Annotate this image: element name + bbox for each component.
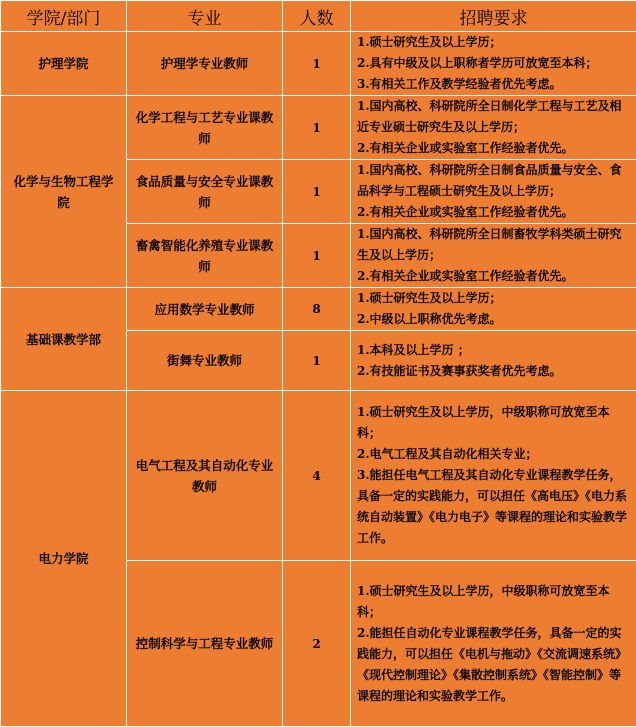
requirement-line: 2.具有中级及以上职称者学历可放宽至本科； xyxy=(357,53,632,74)
college-cell: 电力学院 xyxy=(1,391,127,727)
requirement-line: 3.能担任电气工程及其自动化专业课程教学任务，具备一定的实践能力，可以担任《高电压》《电力系统自动装置》《电力电子》等课程的理论和实验教学工作。 xyxy=(357,465,632,549)
college-cell: 基础课教学部 xyxy=(1,288,127,391)
requirements-cell xyxy=(351,160,636,224)
requirement-line: 1.硕士研究生及以上学历，中级职称可放宽至本科； xyxy=(357,402,632,444)
requirement-line: 3.有相关工作及教学经验者优先考虑。 xyxy=(357,74,632,95)
header-row xyxy=(1,1,636,32)
requirements-cell xyxy=(351,32,636,96)
requirements-cell xyxy=(351,224,636,288)
requirement-line: 2.有相关企业或实验室工作经验者优先。 xyxy=(357,266,632,287)
requirement-line: 1.硕士研究生及以上学历； xyxy=(357,288,632,309)
count-cell: 4 xyxy=(283,391,351,561)
requirements-cell xyxy=(351,331,636,391)
requirement-line: 2.能担任自动化专业课程教学任务，具备一定的实践能力，可以担任《电机与拖动》《交流调速系统》《现代控制理论》《集散控制系统》《智能控制》等课程的理论和实验教学工作。 xyxy=(357,623,632,707)
count-cell: 1 xyxy=(283,96,351,160)
major-cell: 电气工程及其自动化专业教师 xyxy=(127,391,283,561)
major-cell: 护理学专业教师 xyxy=(127,32,283,96)
count-cell: 1 xyxy=(283,32,351,96)
requirements-cell xyxy=(351,96,636,160)
header-count: 人数 xyxy=(283,1,351,32)
requirement-line: 2.中级以上职称优先考虑。 xyxy=(357,309,632,330)
college-cell: 护理学院 xyxy=(1,32,127,96)
college-cell: 化学与生物工程学院 xyxy=(1,96,127,288)
requirements-cell xyxy=(351,288,636,331)
requirements-cell xyxy=(351,561,636,727)
major-cell: 畜禽智能化养殖专业课教师 xyxy=(127,224,283,288)
major-cell: 化学工程与工艺专业课教师 xyxy=(127,96,283,160)
header-college: 学院/部门 xyxy=(1,1,127,32)
major-cell: 食品质量与安全专业课教师 xyxy=(127,160,283,224)
requirement-line: 2.有技能证书及赛事获奖者优先考虑。 xyxy=(357,361,632,382)
requirement-line: 1.国内高校、科研院所全日制食品质量与安全、食品科学与工程硕士研究生及以上学历； xyxy=(357,160,632,202)
count-cell: 1 xyxy=(283,224,351,288)
table-row xyxy=(1,288,636,331)
count-cell: 1 xyxy=(283,160,351,224)
major-cell: 街舞专业教师 xyxy=(127,331,283,391)
requirements-cell xyxy=(351,391,636,561)
table-row xyxy=(1,391,636,561)
table-row xyxy=(1,32,636,96)
header-requirements: 招聘要求 xyxy=(351,1,636,32)
major-cell: 应用数学专业教师 xyxy=(127,288,283,331)
table-row xyxy=(1,96,636,160)
requirement-line: 1.国内高校、科研院所全日制畜牧学科类硕士研究生及以上学历； xyxy=(357,224,632,266)
major-cell: 控制科学与工程专业教师 xyxy=(127,561,283,727)
requirement-line: 1.本科及以上学历 ； xyxy=(357,340,632,361)
requirement-line: 2.电气工程及其自动化相关专业； xyxy=(357,444,632,465)
requirement-line: 1.硕士研究生及以上学历； xyxy=(357,32,632,53)
requirement-line: 2.有相关企业或实验室工作经验者优先。 xyxy=(357,202,632,223)
count-cell: 1 xyxy=(283,331,351,391)
count-cell: 8 xyxy=(283,288,351,331)
requirement-line: 2.有相关企业或实验室工作经验者优先。 xyxy=(357,138,632,159)
count-cell: 2 xyxy=(283,561,351,727)
requirement-line: 1.硕士研究生及以上学历，中级职称可放宽至本科； xyxy=(357,581,632,623)
requirement-line: 1.国内高校、科研院所全日制化学工程与工艺及相近专业硕士研究生及以上学历； xyxy=(357,96,632,138)
header-major: 专业 xyxy=(127,1,283,32)
